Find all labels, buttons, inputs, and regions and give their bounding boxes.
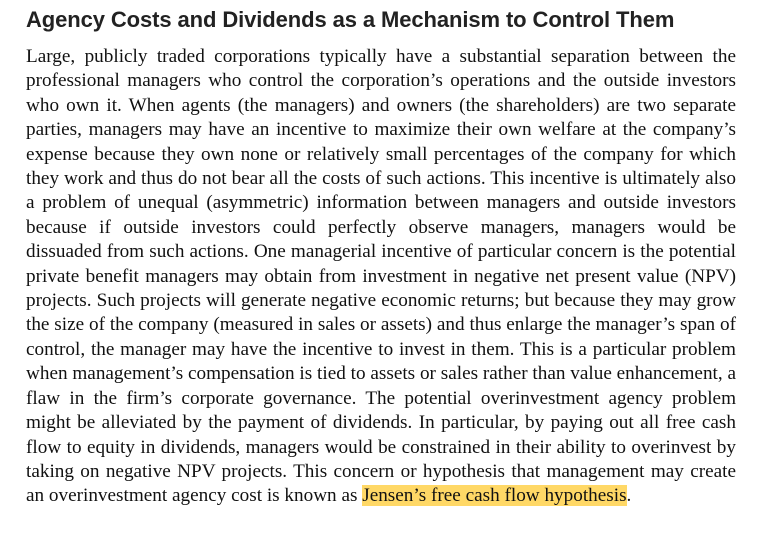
document-page	[26, 0, 736, 509]
body-paragraph	[26, 45, 736, 509]
highlighted-term: Jensen’s free cash flow hypothesis	[362, 485, 627, 507]
paragraph-ending: .	[626, 485, 632, 507]
paragraph-text: Large, publicly traded corporations typically have a substantial separation between the professional managers who control the corporation’s operations and the outside investors who own it. When agents (the managers) and owners (the shareholders) are two separate parties, managers may have an incentive to maximize their own welfare at the company’s expense because they own none or relatively small percentages of the company for which they work and thus do not bear all the costs of such actions. This incentive is ultimately also a problem of unequal (asymmetric) information between managers and outside investors because if outside investors could perfectly observe managers, managers would be dissuaded from such actions. One managerial incentive of particular concern is the potential private benefit managers may obtain from investment in negative net present value (NPV) projects. Such projects will generate negative economic returns; but because they may grow the size of the company (measured in sales or assets) and thus enlarge the manager’s span of control, the manager may have the incentive to invest in them. This is a particular problem when management’s compensation is tied to assets or sales rather than value enhancement, a flaw in the firm’s corporate governance. The potential overinvestment agency problem might be alleviated by the payment of dividends. In particular, by paying out all free cash flow to equity in dividends, managers would be constrained in their ability to overinvest by taking on negative NPV projects. This concern or hypothesis that management may create an overinvestment agency cost is known as	[26, 46, 736, 507]
section-heading: Agency Costs and Dividends as a Mechanism to Control Them	[26, 7, 675, 32]
